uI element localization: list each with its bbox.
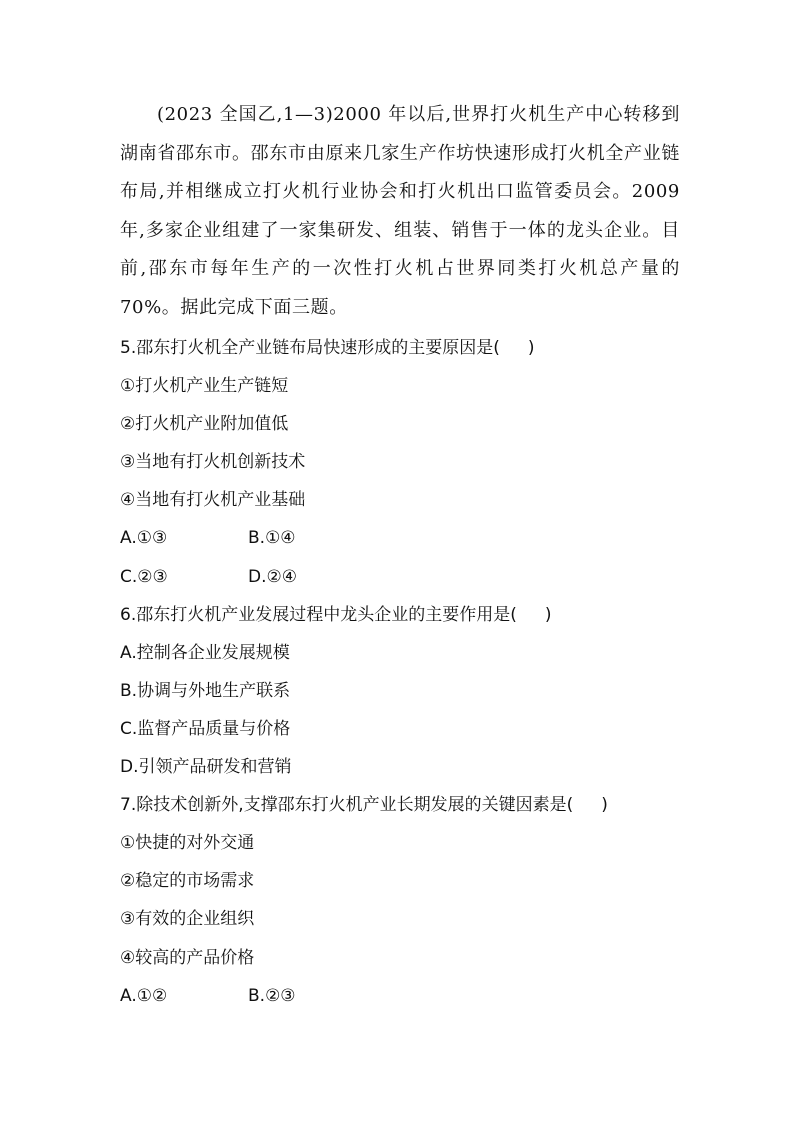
- question-7-statement-4: ④较高的产品价格: [120, 947, 255, 968]
- reading-passage: (2023 全国乙,1—3)2000 年以后,世界打火机生产中心转移到湖南省邵东市。邵东市由原来几家生产作坊快速形成打火机全产业链布局,并相继成立打火机行业协会和打火机出口监管委员会。2009 年,多家企业组建了一家集研发、组装、销售于一体的龙头企业。目前,邵东市每年生产的一次性打火机占世界同类打火机总产量的70%。据此完成下面三题。: [120, 104, 680, 318]
- question-5-statement-1: ①打火机产业生产链短: [120, 376, 289, 397]
- question-6-option-a: A.控制各企业发展规模: [120, 642, 290, 663]
- question-5-stem: 5.邵东打火机全产业链布局快速形成的主要原因是( ): [120, 338, 535, 358]
- question-list: [120, 329, 680, 1015]
- question-5-options-row-1: [120, 519, 680, 557]
- question-5-statement-4: ④当地有打火机产业基础: [120, 490, 306, 511]
- question-6-option-c: C.监督产品质量与价格: [120, 718, 291, 739]
- question-5-statement-3: ③当地有打火机创新技术: [120, 452, 306, 473]
- question-7-option-a: A.①②: [120, 985, 168, 1006]
- question-7-stem: 7.除技术创新外,支撑邵东打火机产业长期发展的关键因素是( ): [120, 795, 608, 816]
- question-5-options-row-2: [120, 558, 680, 596]
- question-7-statement-1: ①快捷的对外交通: [120, 833, 255, 854]
- question-5-statement-2: ②打火机产业附加值低: [120, 414, 289, 435]
- question-7-option-b: B.②③: [248, 985, 296, 1006]
- question-5-option-c: C.②③: [120, 566, 168, 587]
- question-7-statement-3: ③有效的企业组织: [120, 909, 255, 930]
- question-6-stem: 6.邵东打火机产业发展过程中龙头企业的主要作用是( ): [120, 604, 552, 625]
- question-5-option-b: B.①④: [248, 528, 296, 549]
- question-5-option-a: A.①③: [120, 528, 168, 549]
- question-5-option-d: D.②④: [248, 566, 297, 587]
- question-7-options-row-1: [120, 977, 680, 1015]
- question-7-statement-2: ②稳定的市场需求: [120, 871, 255, 892]
- question-6-option-d: D.引领产品研发和营销: [120, 757, 292, 778]
- question-6-option-b: B.协调与外地生产联系: [120, 680, 291, 701]
